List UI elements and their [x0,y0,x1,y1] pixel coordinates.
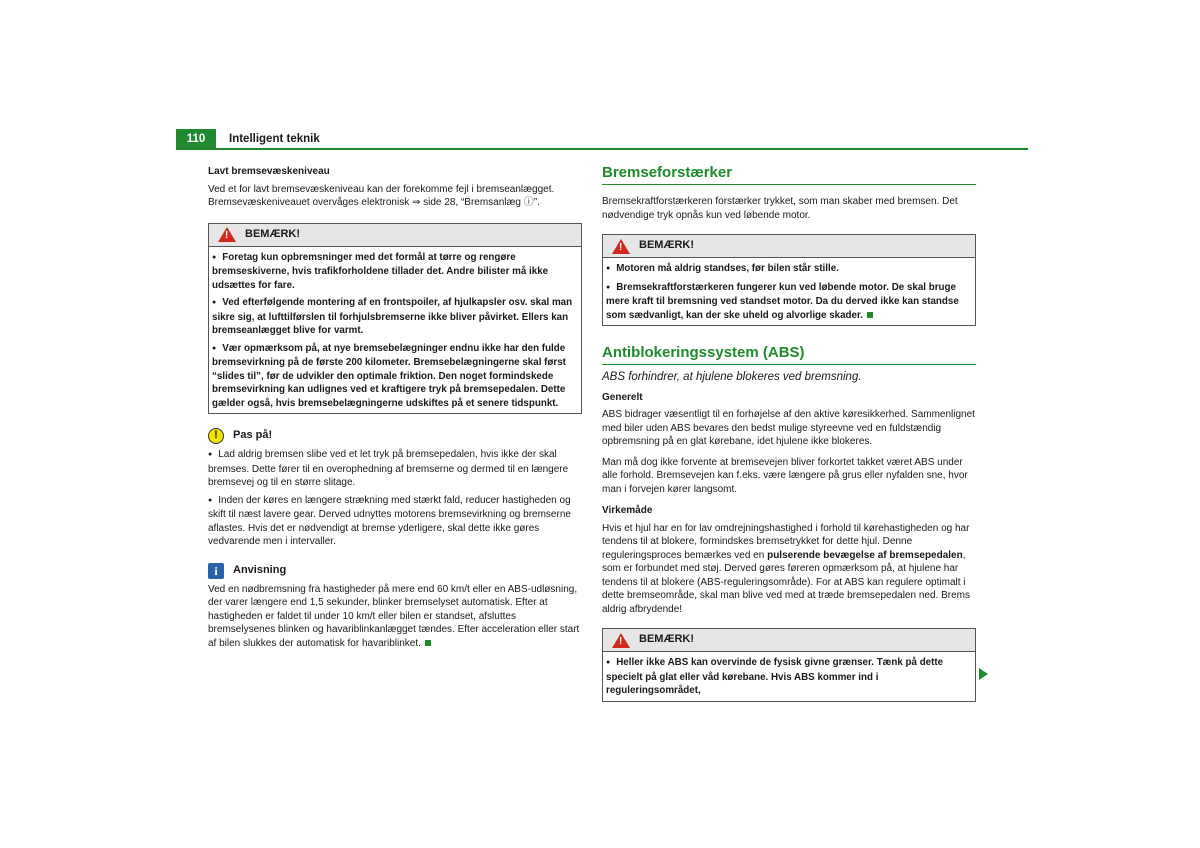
warning-triangle-icon [612,633,630,648]
bremse-text: Bremsekraftforstærkeren forstærker trykket, som man skaber med bremsen. Det nødvendige tryk opnås kun ved løbende motor. [602,196,958,221]
info-icon: i [208,563,224,579]
caution-title: Pas på! [233,429,273,442]
virkemaade-heading: Virkemåde [602,505,653,516]
warning-triangle-icon [612,239,630,254]
warning-item: ● Foretag kun opbremsninger med det formål at tørre og rengøre bremseskiverne, hvis trafikforholdene tillader det. Andre bilister må ikke udsættes for fare. [212,251,577,293]
warning-box-3-body [603,652,975,701]
caution-item: ● Lad aldrig bremsen slibe ved et let tryk på bremsepedalen, hvis ikke der skal bremses. Dette fører til en overophedning af bremserne og dermed til en længere bremsevej og til en større slitage. [208,448,582,490]
warning-box-3-header [603,629,975,652]
header-rule [176,148,1028,150]
warning-box-1-title: BEMÆRK! [245,227,300,240]
virkemaade-text: Hvis et hjul har en for lav omdrejningshastighed i forhold til kørehastigheden og har tendens til at blokere, formindskes bremsetrykket for dette hjul. Denne reguleringsproces bemærkes ved en pulserende bevægelse af bremsepedalen, som er forbundet med støj. Derved gøres føreren opmærksom på, at hjulene har tendens til at blokere (ABS-reguleringsområde). For at ABS kan regulere optimalt i dette bremseområde, skal man blive ved med at træde bremsepedalen ned. Brems aldrig afbrydende! [602,522,970,615]
heading-bremseforstaerker: Bremseforstærker [602,164,733,181]
generelt-p2: Man må dog ikke forvente at bremsevejen bliver forkortet takket været ABS under alle forhold. Bremsevejen kan f.eks. være længere på grus eller nyfalden sne, hvor man i forvejen kører langsomt. [602,456,968,495]
heading-abs: Antiblokeringssystem (ABS) [602,344,805,361]
heading-rule [602,184,976,185]
caution-circle-icon: ! [208,428,224,444]
continue-arrow-icon [979,668,988,680]
warning-triangle-icon [218,227,236,242]
caution-section [208,428,582,549]
warning-box-1 [208,223,582,415]
warning-box-1-body [209,247,581,414]
warning-box-2 [602,234,976,326]
warning-item: ● Ved efterfølgende montering af en frontspoiler, af hjulkapsler osv. skal man sikre sig, at lufttilførslen til forhjulsbremserne ikke bliver påvirket. Ellers kan bremseanlægget blive for varmt. [212,296,577,338]
end-square-icon [425,640,431,646]
caution-header [208,428,582,444]
caution-item: ● Inden der køres en længere strækning med stærkt fald, reducer hastigheden og skift til næst lavere gear. Derved udnyttes motorens bremsevirkning og bremserne aflastes. Hvis det er nødvendigt at bremse yderligere, skal dette ikke gøres vedvarende men i intervaller. [208,494,582,549]
note-section [208,563,582,651]
generelt-p1: ABS bidrager væsentligt til en forhøjelse af den aktive køresikkerhed. Sammenlignet med biler uden ABS bevares den bedst mulige styreevne ved en fuldstændig opbremsning på en glat kørebane, idet hjulene ikke blokeres. [602,409,975,447]
note-title: Anvisning [233,563,287,576]
generelt-heading: Generelt [602,391,643,403]
warning-item: ● Vær opmærksom på, at nye bremsebelægninger endnu ikke har den fulde bremsevirkning på de første 200 kilometer. Bremsebelægningerne skal først “slides til”, før de udvikler den optimale friktion. Den noget formindskede bremsevirkning kan udlignes ved et kraftigere tryk på bremsepedalen. Dette gælder også, hvis bremsebelægningerne udskiftes på et senere tidspunkt. [212,342,577,411]
warning-box-3 [602,628,976,702]
right-column [602,164,976,702]
page-number: 110 [176,129,216,149]
abs-subtitle: ABS forhindrer, at hjulene blokeres ved bremsning. [602,371,862,383]
section-title: Intelligent teknik [229,133,320,145]
lavt-text: Ved et for lavt bremsevæskeniveau kan der forekomme fejl i bremseanlægget. Bremsevæskeniveauet overvåges elektronisk ⇒ side 28, “Bremsanlæg ⓘ”. [208,183,555,208]
warning-box-2-title: BEMÆRK! [639,239,694,252]
warning-box-3-title: BEMÆRK! [639,633,694,646]
lavt-heading: Lavt bremsevæskeniveau [208,166,330,177]
note-header [208,563,582,579]
warning-box-1-header [209,224,581,247]
warning-box-2-body [603,258,975,325]
warning-box-2-header [603,235,975,258]
warning-item: ● Bremsekraftforstærkeren fungerer kun ved løbende motor. De skal bruge mere kraft til bremsning ved standset motor. Da du derved ikke kan standse som sædvanligt, kan der ske uheld og alvorlige skader. [606,281,971,323]
left-column [208,165,582,654]
end-square-icon [867,312,873,318]
warning-item: ● Motoren må aldrig standses, før bilen står stille. [606,262,971,277]
heading-rule [602,364,976,365]
warning-item: ● Heller ikke ABS kan overvinde de fysisk givne grænser. Tænk på dette specielt på glat eller våd kørebane. Hvis ABS kommer ind i reguleringsområdet, [606,656,971,698]
note-text: Ved en nødbremsning fra hastigheder på mere end 60 km/t eller en ABS-udløsning, der varer længere end 1,5 sekunder, blinker bremselyset automatisk. Efter at hastigheden er faldet til under 10 km/t eller bilen er standset, afsluttes bremselysenes blinken og havariblinkanlægget tændes. Efter acceleration eller start af bilen slukkes der automatisk for havariblinket. [208,583,580,649]
